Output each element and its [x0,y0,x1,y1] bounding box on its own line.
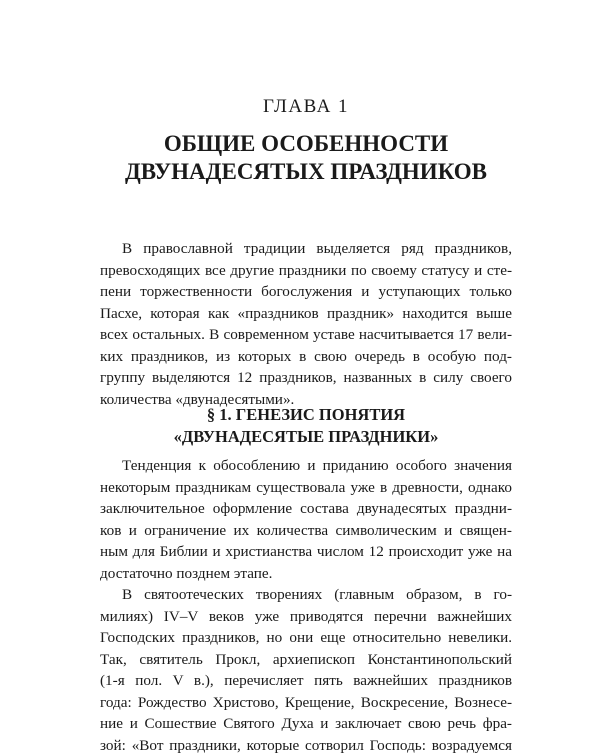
text-line: пени торжественности богослужения и уступающих только [100,281,512,303]
text-line: всех остальных. В современном уставе насчитывается 17 вели- [100,324,512,346]
section-title-line: «ДВУНАДЕСЯТЫЕ ПРАЗДНИКИ» [100,426,512,448]
intro-paragraph [100,238,512,410]
text-line: достаточно позднем этапе. [100,563,512,585]
text-line: В православной традиции выделяется ряд праздников, [100,238,512,260]
text-line: заключительное оформление состава двунадесятых праздни- [100,498,512,520]
text-line: количества «двунадесятыми». [100,389,512,411]
text-line: ние и Сошествие Святого Духа и заключает свою речь фра- [100,713,512,735]
chapter-title-line: ДВУНАДЕСЯТЫХ ПРАЗДНИКОВ [100,158,512,186]
book-page [100,0,512,750]
body-paragraph [100,584,512,756]
chapter-label: ГЛАВА 1 [100,96,512,118]
text-line: года: Рождество Христово, Крещение, Воскресение, Вознесе- [100,692,512,714]
text-line: Господских праздников, но они еще относительно невелики. [100,627,512,649]
chapter-title [100,130,512,186]
text-line: Пасхе, которая как «праздников праздник» находится выше [100,303,512,325]
text-line: Так, святитель Прокл, архиепископ Константинопольский [100,649,512,671]
text-line: зой: «Вот праздники, которые сотворил Господь: возрадуемся [100,735,512,756]
text-line: превосходящих все другие праздники по своему статусу и сте- [100,260,512,282]
text-line: В святоотеческих творениях (главным образом, в го- [100,584,512,606]
text-line: (1-я пол. V в.), перечисляет пять важнейших праздников [100,670,512,692]
text-line: некоторым праздникам существовала уже в древности, однако [100,477,512,499]
text-line: ным для Библии и христианства числом 12 происходит уже на [100,541,512,563]
text-line: группу выделяются 12 праздников, названных в силу своего [100,367,512,389]
text-line: милиях) IV–V веков уже приводятся перечни важнейших [100,606,512,628]
text-line: ков и ограничение их количества символическим и священ- [100,520,512,542]
text-line: Тенденция к обособлению и приданию особого значения [100,455,512,477]
section-title-line: § 1. ГЕНЕЗИС ПОНЯТИЯ [100,404,512,426]
section-title [100,404,512,448]
chapter-title-line: ОБЩИЕ ОСОБЕННОСТИ [100,130,512,158]
text-line: ких праздников, из которых в свою очередь в особую под- [100,346,512,368]
body-paragraph [100,455,512,584]
